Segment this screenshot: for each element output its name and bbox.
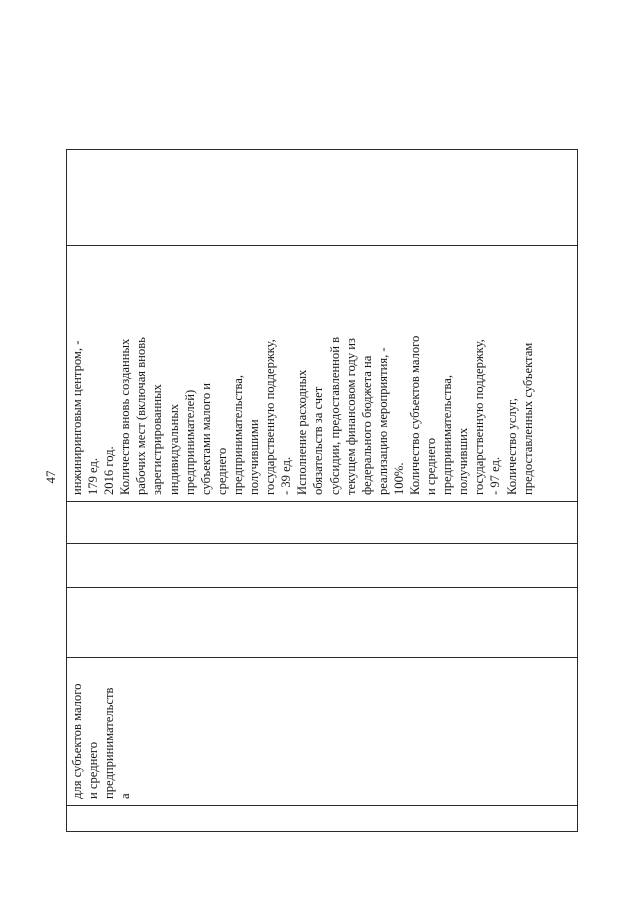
table-cell-number [67,806,578,832]
page-number: 47 [43,470,58,484]
table-cell-empty [67,544,578,588]
table-cell-description: для субъектов малого и среднего предпринимательств а [67,658,578,806]
program-table [66,149,578,832]
table-cell-indicators: инжиниринговым центром, - 179 ед. 2016 год. Количество вновь созданных рабочих мест (включая вновь зарегистрированных индивидуальных предпринимателей) субъектами малого и среднего предпринимательства, получившими государственную поддержку, - 39 ед. Исполнение расходных обязательств за счет субсидии, предоставленной в текущем финансовом году из федерального бюджета на реализацию мероприятия, - 100%. Количество субъектов малого и среднего предпринимательства, получивших государственную поддержку, - 97 ед. Количество услуг, предоставленных субъектам [67,246,578,502]
table-cell-empty [67,588,578,658]
table-cell-empty [67,502,578,544]
table-row [67,150,578,832]
table-container [66,150,578,832]
table-cell-empty [67,150,578,246]
